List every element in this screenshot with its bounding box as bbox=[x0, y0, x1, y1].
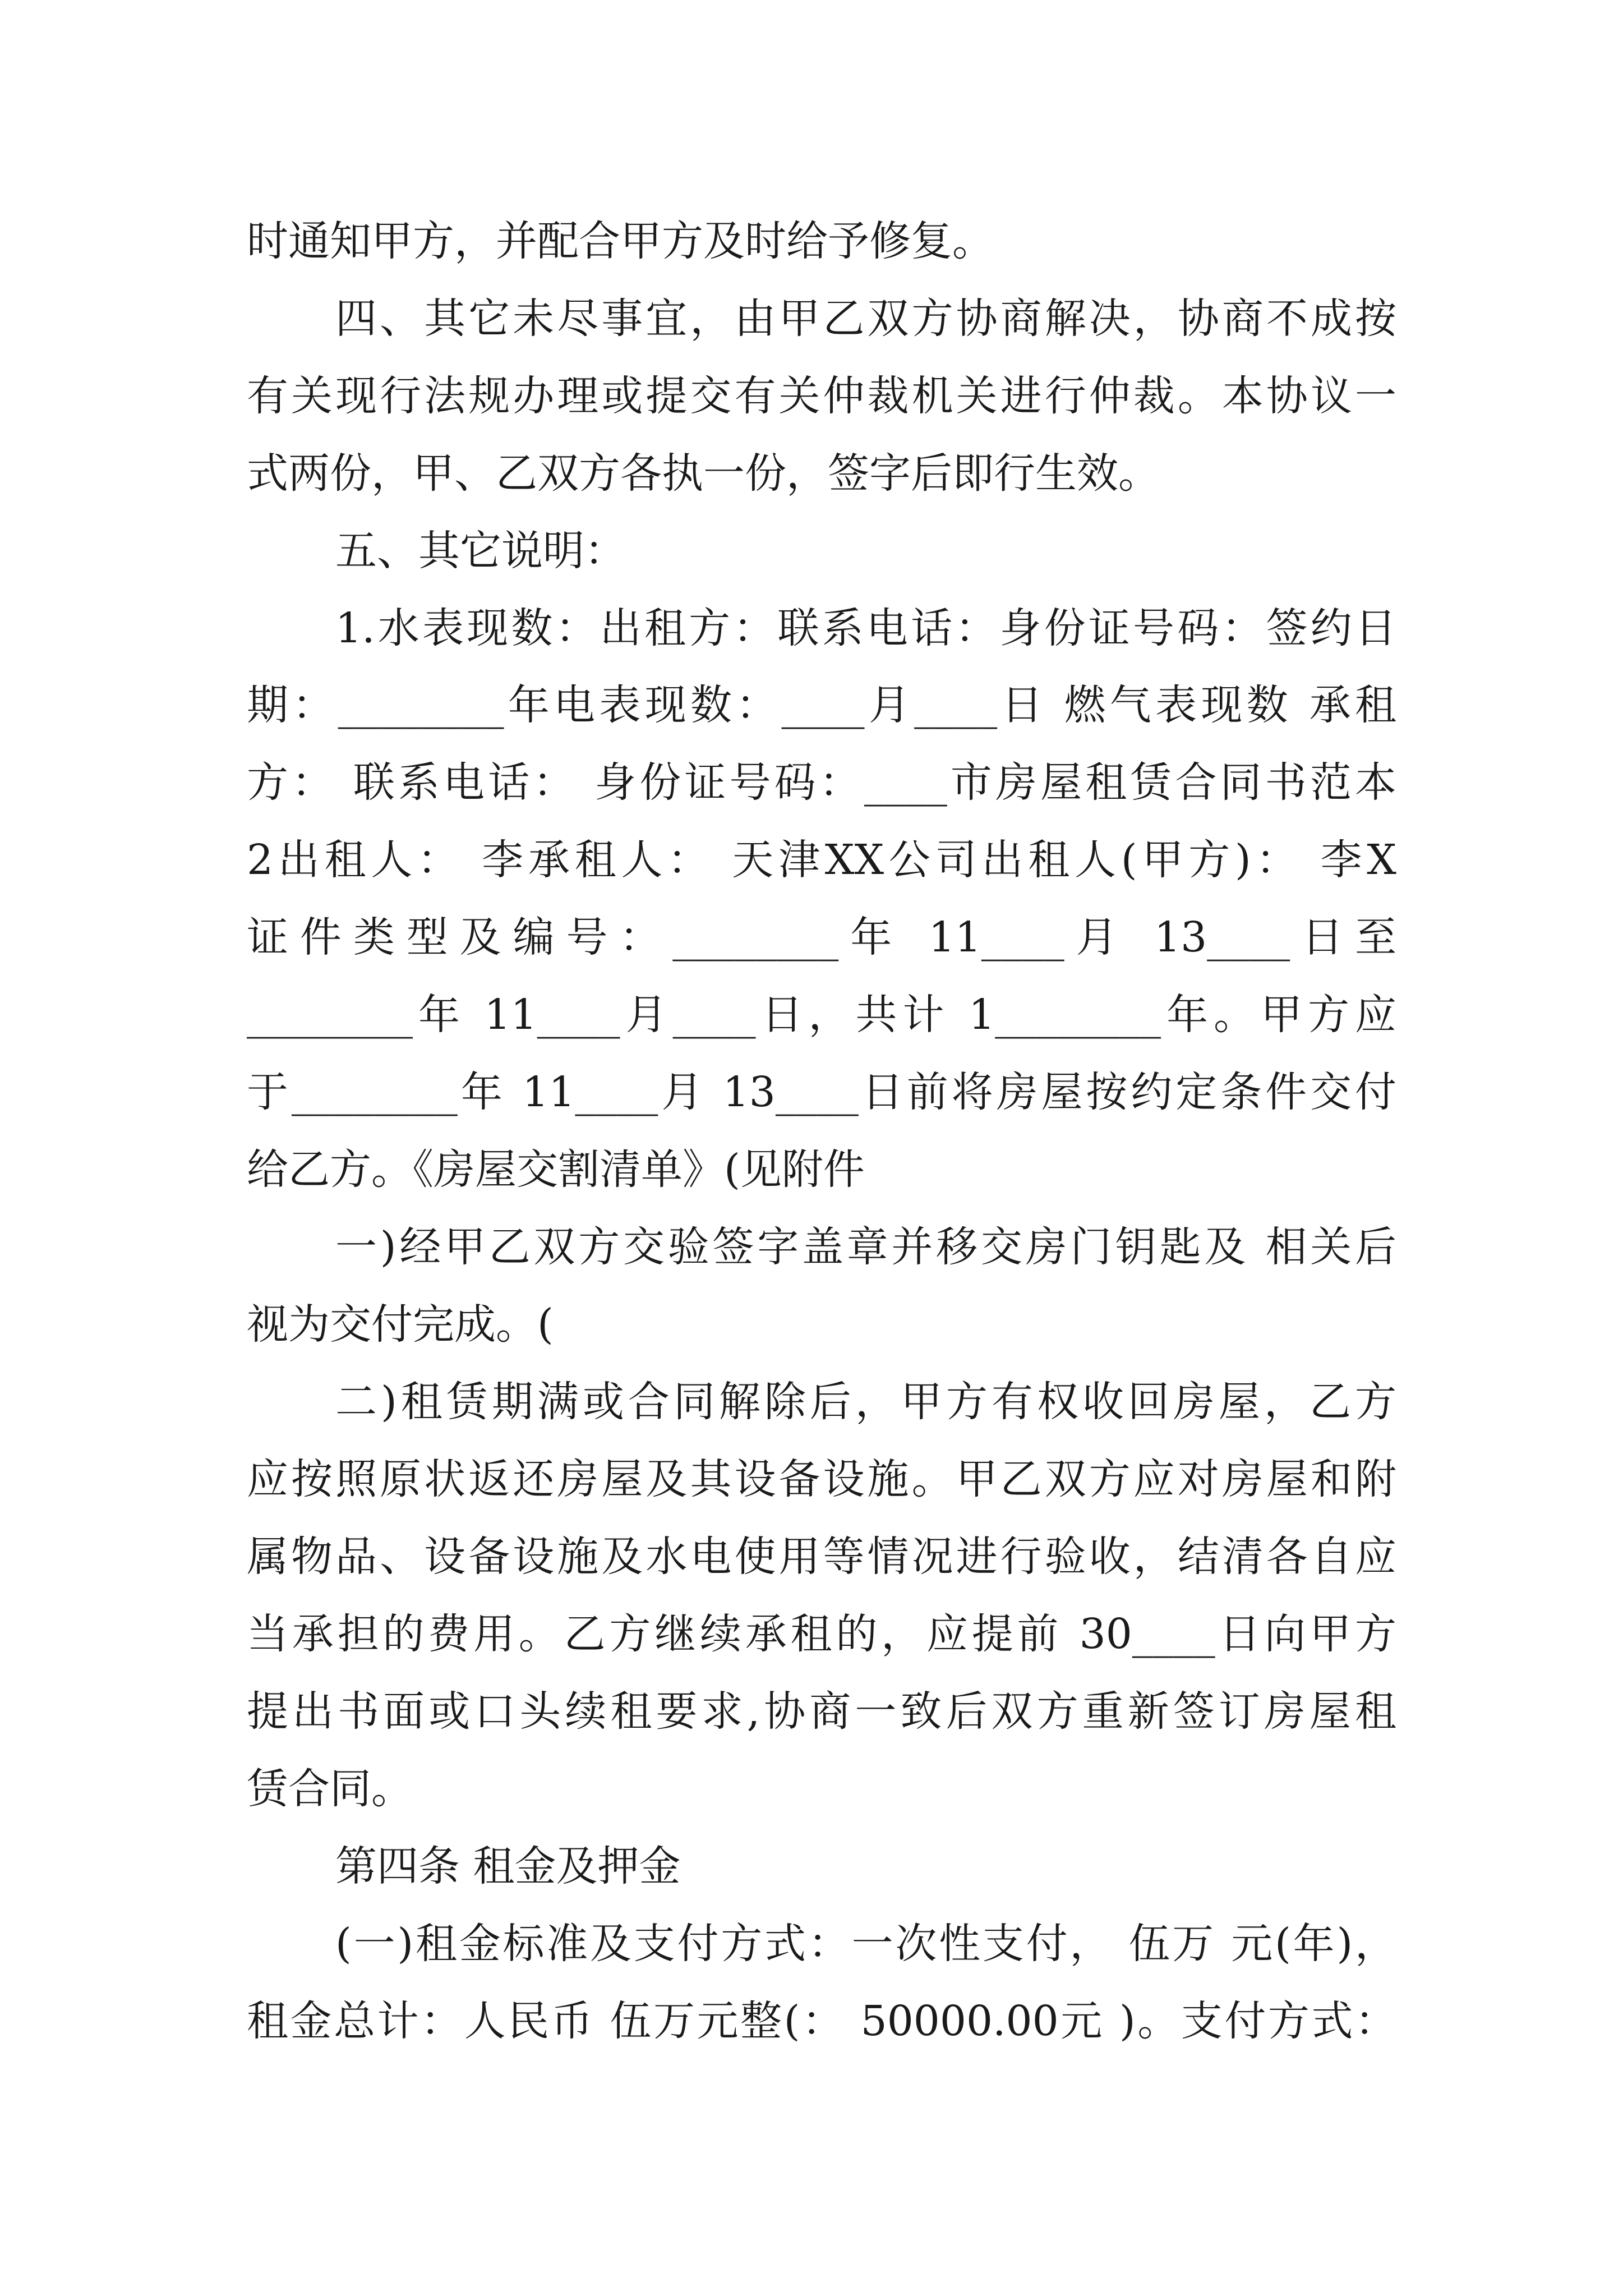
text-line-8: 方： 联系电话： 身份证号码：____市房屋租赁合同书范本 bbox=[247, 758, 1396, 807]
text-line-18: 属物品、设备设施及水电使用等情况进行验收，结清各自应 bbox=[247, 1533, 1396, 1581]
text-line-10: 证件类型及编号：________年 11____月 13____日至 bbox=[247, 913, 1396, 961]
text-line-7: 期：________年电表现数：____月____日 燃气表现数 承租 bbox=[247, 681, 1396, 729]
text-line-15: 视为交付完成。( bbox=[247, 1300, 554, 1349]
text-line-5: 五、其它说明： bbox=[335, 527, 626, 575]
text-line-13: 给乙方。《房屋交割清单》(见附件 bbox=[247, 1145, 865, 1194]
text-line-23: (一)租金标准及支付方式：一次性支付， 伍万 元(年)， bbox=[335, 1920, 1396, 1968]
text-line-14: 一)经甲乙双方交验签字盖章并移交房门钥匙及 相关后 bbox=[335, 1223, 1396, 1271]
text-line-16: 二)租赁期满或合同解除后，甲方有权收回房屋，乙方 bbox=[335, 1378, 1396, 1426]
text-line-12: 于________年 11____月 13____日前将房屋按约定条件交付 bbox=[247, 1068, 1396, 1116]
text-line-21: 赁合同。 bbox=[247, 1765, 413, 1813]
text-line-4: 式两份，甲、乙双方各执一份，签字后即行生效。 bbox=[247, 449, 1160, 498]
text-line-11: ________年 11____月____日，共计 1________年。甲方应 bbox=[247, 991, 1396, 1039]
text-line-20: 提出书面或口头续租要求,协商一致后双方重新签订房屋租 bbox=[247, 1687, 1396, 1736]
text-line-3: 有关现行法规办理或提交有关仲裁机关进行仲裁。本协议一 bbox=[247, 372, 1396, 420]
text-line-2: 四、其它未尽事宜，由甲乙双方协商解决，协商不成按 bbox=[335, 295, 1396, 343]
text-line-1: 时通知甲方，并配合甲方及时给予修复。 bbox=[247, 217, 994, 265]
text-line-17: 应按照原状返还房屋及其设备设施。甲乙双方应对房屋和附 bbox=[247, 1455, 1396, 1503]
text-line-6: 1.水表现数：出租方：联系电话：身份证号码：签约日 bbox=[335, 604, 1396, 652]
text-line-24: 租金总计：人民币 伍万元整(： 50000.00元 )。支付方式： bbox=[247, 1997, 1396, 2045]
text-line-19: 当承担的费用。乙方继续承租的，应提前 30____日向甲方 bbox=[247, 1610, 1396, 1658]
text-line-9: 2出租人： 李承租人： 天津XX公司出租人(甲方)： 李X bbox=[247, 836, 1396, 884]
section-heading: 第四条 租金及押金 bbox=[335, 1842, 681, 1890]
